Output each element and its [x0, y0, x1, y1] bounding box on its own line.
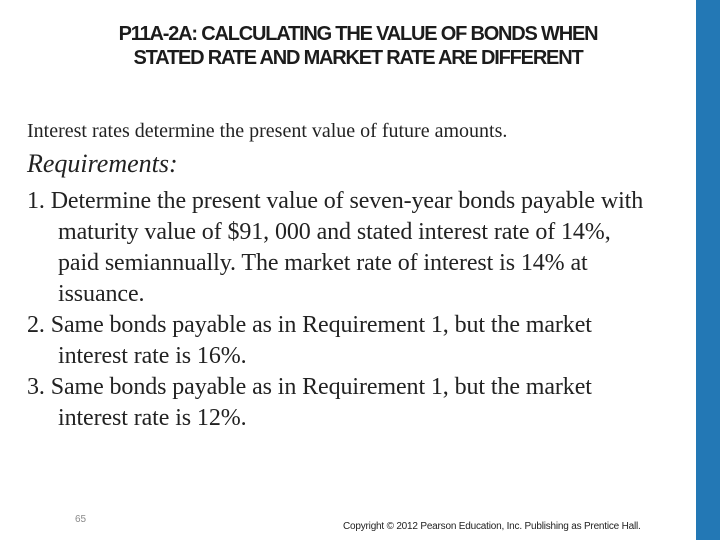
slide-number: 65	[75, 514, 87, 525]
copyright-notice: Copyright © 2012 Pearson Education, Inc. Publishing as Prentice Hall.	[343, 521, 641, 532]
slide-title-line-2: STATED RATE AND MARKET RATE ARE DIFFERENT	[133, 47, 583, 69]
requirement-item-2: 2. Same bonds payable as in Requirement 1, but the market interest rate is 16%.	[27, 312, 592, 369]
accent-side-bar	[696, 0, 720, 540]
slide-title-line-1: P11A-2A: CALCULATING THE VALUE OF BONDS WHEN	[118, 23, 598, 45]
requirement-item-3: 3. Same bonds payable as in Requirement 1, but the market interest rate is 12%.	[27, 374, 592, 431]
requirements-heading: Requirements:	[27, 149, 178, 178]
requirement-item-1: 1. Determine the present value of seven-year bonds payable with maturity value of $91, 000 and stated interest rate of 14%, paid semiannually. The market rate of interest is 14% at issuance.	[27, 188, 644, 307]
intro-text: Interest rates determine the present value of future amounts.	[27, 120, 508, 142]
requirements-list	[27, 186, 657, 434]
